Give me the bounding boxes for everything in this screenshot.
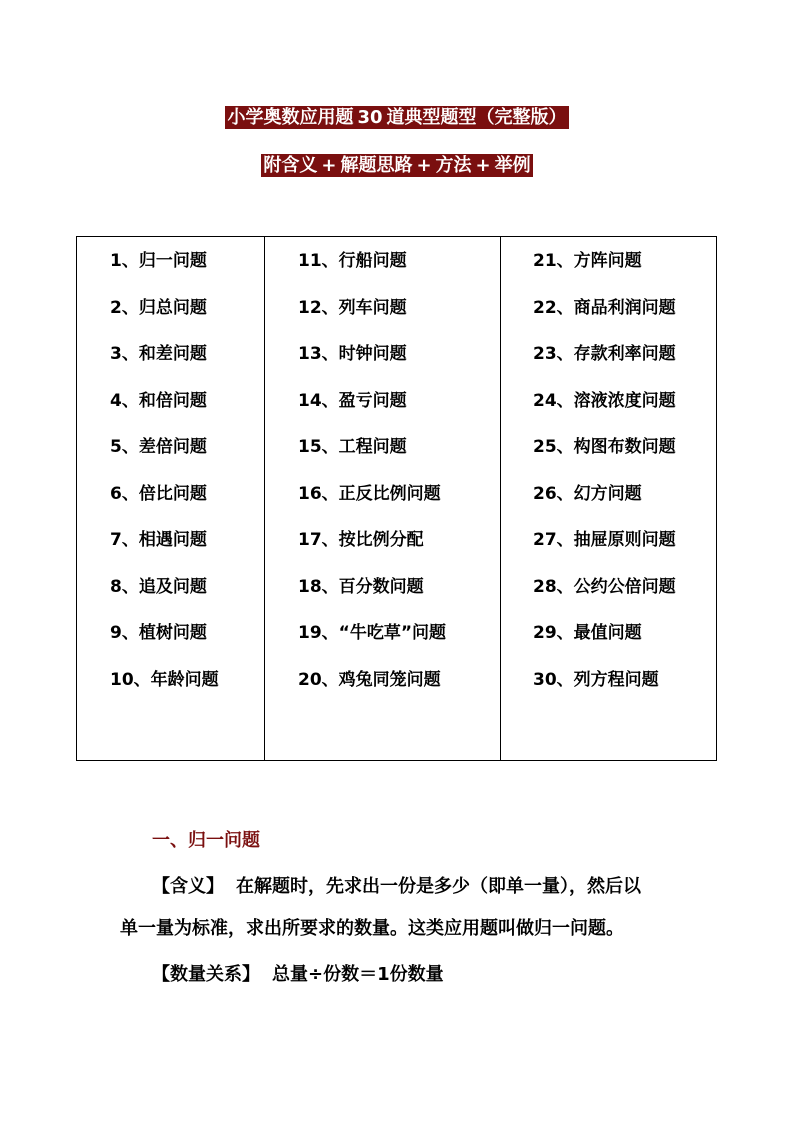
toc-column-1 <box>77 237 264 760</box>
document-title-line2 <box>0 153 794 179</box>
toc-item: 29、最值问题 <box>533 623 642 643</box>
table-of-contents <box>76 236 717 761</box>
toc-column-3 <box>500 237 716 760</box>
subtitle-segment: + <box>321 155 337 176</box>
subtitle-segment: 举例 <box>494 155 531 176</box>
subtitle-segment: 解题思路 <box>340 155 413 176</box>
toc-item: 4、和倍问题 <box>110 390 207 411</box>
toc-item: 12、列车问题 <box>298 297 407 318</box>
subtitle-segment: 方法 <box>435 155 472 176</box>
subtitle-segment: 附含义 <box>263 155 318 176</box>
document-title-line1 <box>0 105 794 131</box>
relation-formula: 总量÷份数＝1份数量 <box>272 964 444 985</box>
toc-item: 2、归总问题 <box>110 297 207 318</box>
subtitle-segment: + <box>475 155 491 176</box>
meaning-paragraph-line1 <box>152 874 641 900</box>
toc-item: 19、“牛吃草”问题 <box>298 623 447 643</box>
toc-item: 22、商品利润问题 <box>533 297 676 318</box>
meaning-text: 在解题时，先求出一份是多少（即单一量），然后以 <box>236 876 641 897</box>
toc-item: 16、正反比例问题 <box>298 483 441 504</box>
toc-item: 24、溶液浓度问题 <box>533 390 676 411</box>
toc-item: 23、存款利率问题 <box>533 344 676 364</box>
toc-item: 6、倍比问题 <box>110 483 207 504</box>
toc-item: 15、工程问题 <box>298 437 407 457</box>
toc-item: 9、植树问题 <box>110 623 207 643</box>
toc-item: 26、幻方问题 <box>533 483 642 504</box>
toc-item: 11、行船问题 <box>298 251 407 271</box>
toc-item: 28、公约公倍问题 <box>533 576 676 597</box>
toc-item: 10、年龄问题 <box>110 669 219 690</box>
toc-item: 30、列方程问题 <box>533 669 659 690</box>
toc-item: 1、归一问题 <box>110 251 207 271</box>
toc-item: 21、方阵问题 <box>533 251 642 271</box>
toc-item: 8、追及问题 <box>110 576 207 597</box>
toc-item: 14、盈亏问题 <box>298 390 407 411</box>
toc-item: 18、百分数问题 <box>298 576 424 597</box>
toc-item: 3、和差问题 <box>110 344 207 364</box>
title-segment: 30 <box>357 107 383 128</box>
subtitle-segment: + <box>416 155 432 176</box>
toc-item: 17、按比例分配 <box>298 530 424 550</box>
toc-column-2 <box>264 237 500 760</box>
toc-item: 13、时钟问题 <box>298 344 407 364</box>
title-segment: 小学奥数应用题 <box>227 107 354 128</box>
relation-label: 【数量关系】 <box>152 964 260 985</box>
toc-item: 25、构图布数问题 <box>533 437 676 457</box>
toc-item: 7、相遇问题 <box>110 530 207 550</box>
toc-item: 5、差倍问题 <box>110 437 207 457</box>
meaning-label: 【含义】 <box>152 876 224 897</box>
toc-item: 27、抽屉原则问题 <box>533 530 676 550</box>
quantity-relation-paragraph <box>152 962 444 988</box>
toc-item: 20、鸡兔同笼问题 <box>298 669 441 690</box>
section-heading: 一、归一问题 <box>152 830 260 851</box>
title-segment: 道典型题型（完整版） <box>386 107 567 128</box>
meaning-paragraph-line2: 单一量为标准，求出所要求的数量。这类应用题叫做归一问题。 <box>120 918 624 939</box>
